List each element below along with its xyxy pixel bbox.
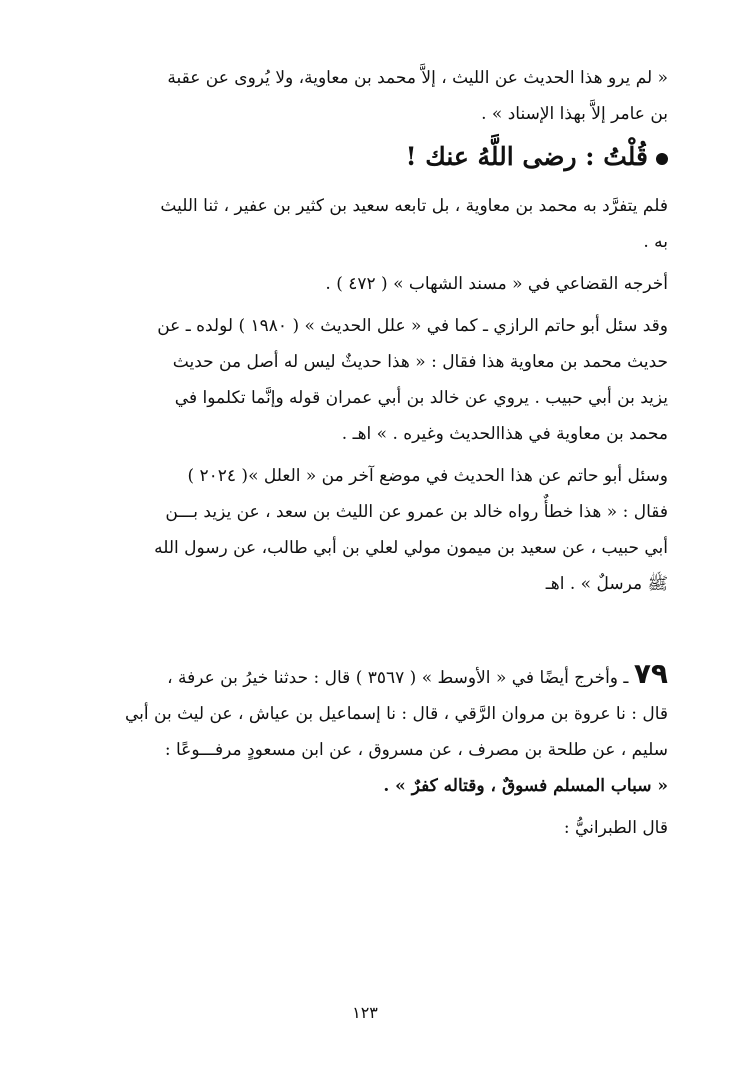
text-line: أخرجه القضاعي في « مسند الشهاب » ( ٤٧٢ ) . [325,274,668,294]
text-line: فقال : « هذا خطأٌ رواه خالد بن عمرو عن الليث بن سعد ، عن يزيد بـــن [165,502,668,522]
text-line: يزيد بن أبي حبيب . يروي عن خالد بن أبي عمران قوله وإنَّما تكلموا في [174,388,668,408]
page-body [60,60,668,1092]
text-line: « لم يرو هذا الحديث عن الليث ، إلاَّ محمد بن معاوية، ولا يُروى عن عقبة [167,68,668,88]
text-line: فلم يتفرَّد به محمد بن معاوية ، بل تابعه سعيد بن كثير بن عفير ، ثنا الليث [160,196,668,216]
paragraph-abu-hatim-2 [60,458,668,602]
bullet-icon [656,153,668,165]
paragraph-hadith-79 [60,656,668,804]
text-line: محمد بن معاوية في هذاالحديث وغيره . » اهـ . [341,424,668,444]
text-line: قال : نا عروة بن مروان الرَّقي ، قال : نا إسماعيل بن عياش ، عن ليث بن أبي [124,704,668,724]
text-line: ﷺ مرسلٌ » . اهـ [545,574,668,594]
text-line: بن عامر إلاَّ بهذا الإسناد » . [481,104,668,124]
paragraph-qudai [60,266,668,302]
hadith-text: « سباب المسلم فسوقٌ ، وقتاله كفرٌ » . [383,776,668,796]
heading-text: قُلْتُ : رضى اللَّهُ عنك ! [405,142,648,171]
entry-number: ٧٩ [633,657,668,690]
entry-first-line: ـ وأخرج أيضًا في « الأوسط » ( ٣٥٦٧ ) قال : حدثنا خيرُ بن عرفة ، [167,668,629,688]
text-line: سليم ، عن طلحة بن مصرف ، عن مسروق ، عن ابن مسعودٍ مرفـــوعًا : [164,740,668,760]
paragraph-tabarani-said [60,810,668,846]
text-line: وقد سئل أبو حاتم الرازي ـ كما في « علل الحديث » ( ١٩٨٠ ) لولده ـ عن [157,316,668,336]
text-line [60,656,668,696]
text-line: أبي حبيب ، عن سعيد بن ميمون مولي لعلي بن أبي طالب، عن رسول الله [154,538,668,558]
text-line: وسئل أبو حاتم عن هذا الحديث في موضع آخر من « العلل »( ٢٠٢٤ ) [187,466,668,486]
section-heading [60,132,668,182]
page-number: ١٢٣ [352,1003,378,1022]
text-line: حديث محمد بن معاوية هذا فقال : « هذا حديثٌ ليس له أصل من حديث [172,352,668,372]
paragraph-abu-hatim-1 [60,308,668,452]
paragraph-quote-tabarani [60,60,668,132]
text-line: به . [643,232,668,252]
paragraph-follow-up [60,188,668,260]
text-line: قال الطبرانيُّ : [563,818,668,838]
